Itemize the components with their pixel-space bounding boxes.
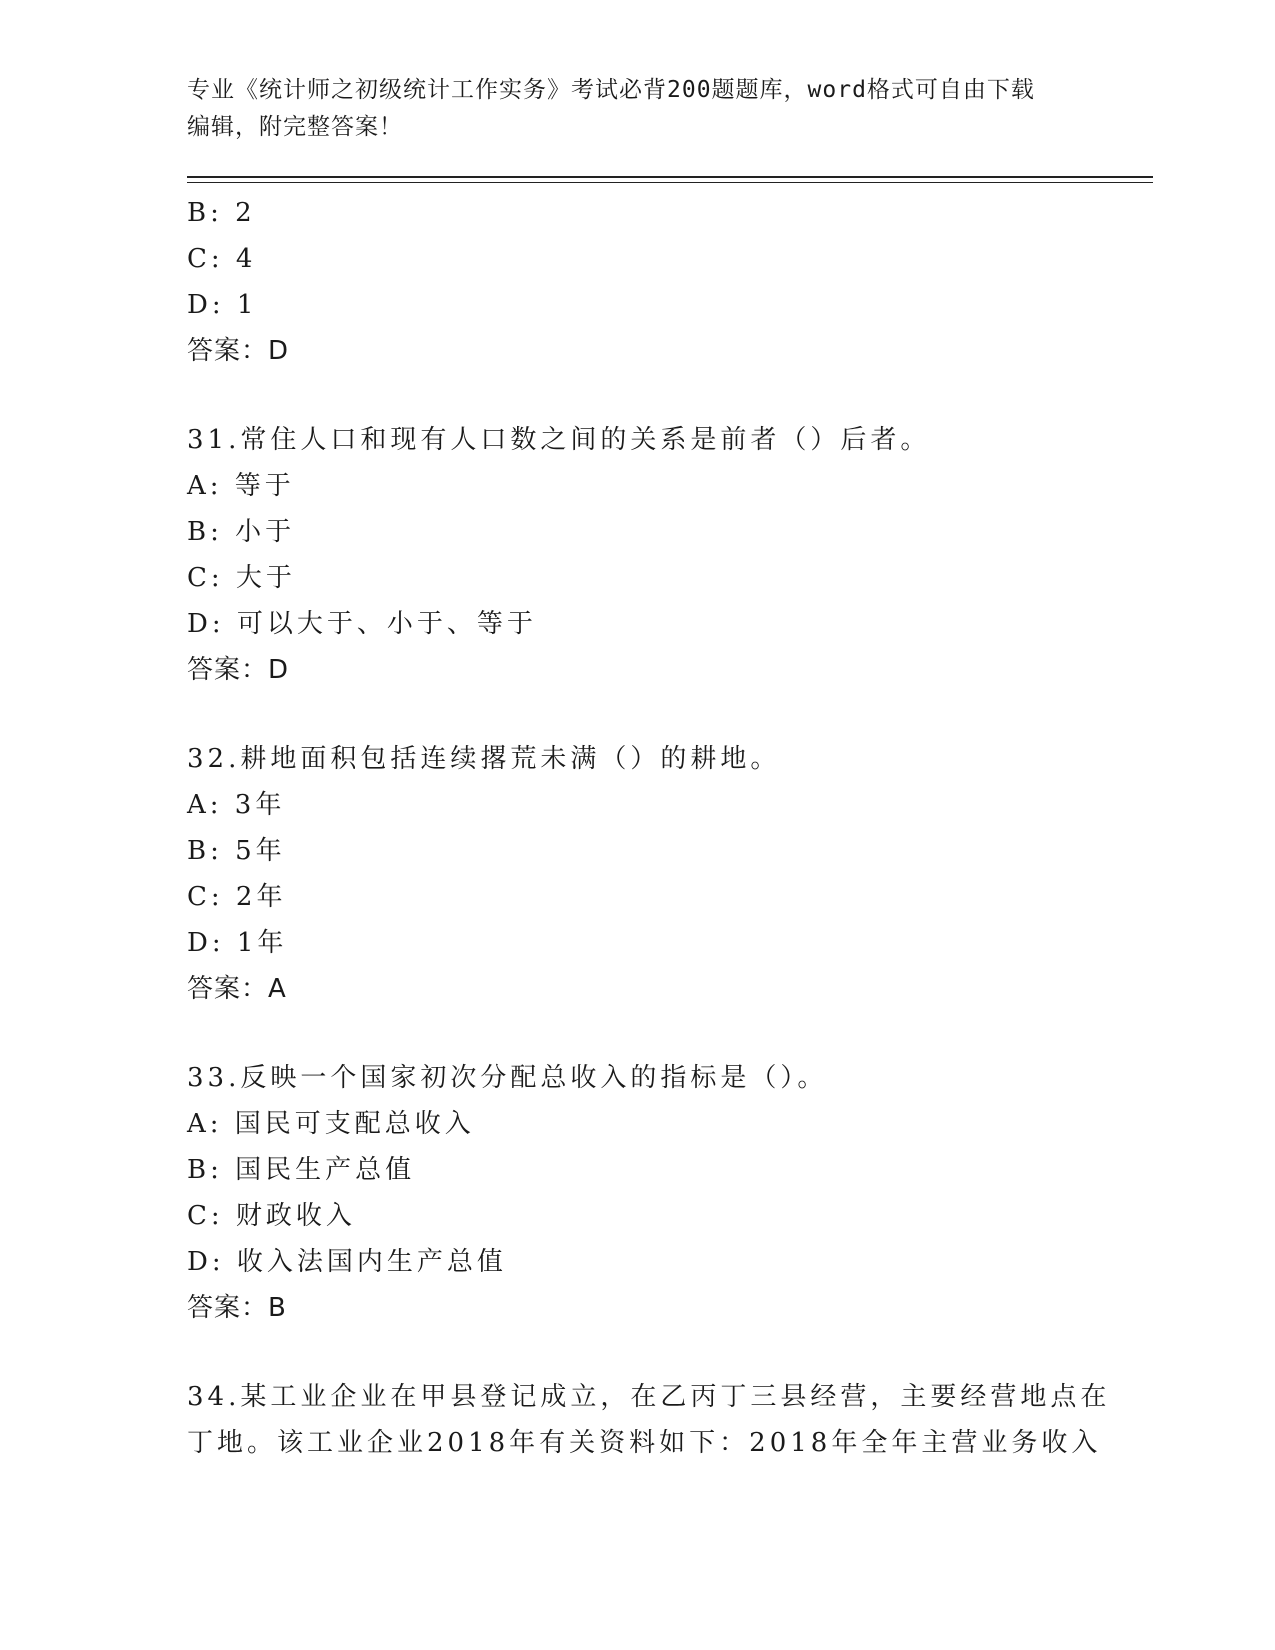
option-d: D: 可以大于、小于、等于 [187,609,537,639]
document-header [187,72,1087,146]
option-b: B: 2 [187,198,256,228]
option-d: D: 1 [187,290,258,320]
question-32 [187,736,1153,1012]
question-33 [187,1055,1153,1331]
question-30-tail [187,190,1153,374]
option-d: D: 1年 [187,928,288,958]
question-title-line-2: 丁地。该工业企业2018年有关资料如下：2018年全年主营业务收入 [187,1428,1102,1458]
answer-line: 答案：A [187,974,287,1004]
answer-line: 答案：D [187,655,290,685]
question-list [187,190,1153,1466]
answer-line: 答案：D [187,336,290,366]
spacer [187,374,1153,417]
spacer [187,1331,1153,1374]
header-divider-thick [187,176,1153,178]
option-b: B: 5年 [187,836,286,866]
question-title-line-1: 34.某工业企业在甲县登记成立，在乙丙丁三县经营，主要经营地点在 [187,1382,1111,1412]
question-title: 32.耕地面积包括连续撂荒未满（）的耕地。 [187,744,781,774]
option-a: A: 等于 [187,471,295,501]
option-a: A: 3年 [187,790,286,820]
option-c: C: 大于 [187,563,296,593]
option-a: A: 国民可支配总收入 [187,1109,475,1139]
question-31 [187,417,1153,693]
question-title: 33.反映一个国家初次分配总收入的指标是（）。 [187,1063,828,1093]
spacer [187,1012,1153,1055]
header-title-line-2: 编辑，附完整答案！ [187,114,403,140]
option-c: C: 2年 [187,882,287,912]
answer-line: 答案：B [187,1293,287,1323]
spacer [187,693,1153,736]
option-d: D: 收入法国内生产总值 [187,1247,507,1277]
header-divider-thin [187,182,1153,183]
question-34 [187,1374,1153,1466]
option-c: C: 财政收入 [187,1201,356,1231]
option-c: C: 4 [187,244,257,274]
header-title-line-1: 专业《统计师之初级统计工作实务》考试必背200题题库，word格式可自由下载 [187,77,1035,103]
option-b: B: 国民生产总值 [187,1155,416,1185]
option-b: B: 小于 [187,517,296,547]
question-title: 31.常住人口和现有人口数之间的关系是前者（）后者。 [187,425,931,455]
